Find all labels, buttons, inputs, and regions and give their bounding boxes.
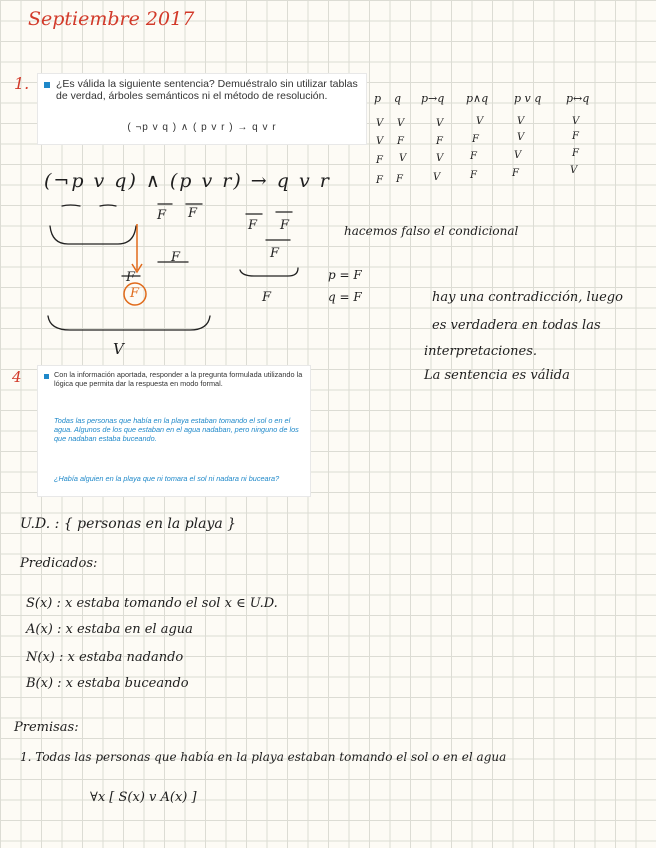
work-mark: F [262,290,272,305]
tt-cell: F [572,148,579,159]
predicate-n: N(x) : x estaba nadando [26,650,184,665]
work-formula: (¬p v q) ∧ (p v r) → q v r [44,170,331,192]
premise-1-formal: ∀x [ S(x) v A(x) ] [90,790,197,805]
tt-cell: F [470,170,477,181]
work-mark: F [270,246,280,261]
tt-cell: V [376,136,384,147]
work-mark: F [248,218,258,233]
tt-cell: V [517,132,525,143]
question-1-formula: ( ¬p v q ) ∧ ( p v r ) → q v r [127,122,277,133]
work-mark-result: V [113,340,124,358]
work-mark: F [157,208,167,223]
tt-cell: V [572,116,580,127]
tt-cell: V [399,153,407,164]
tt-cell: F [472,134,479,145]
question-4-statement: Todas las personas que había en la playa estaban tomando el sol o en el agua. Algunos de los que estaban en el agua nadaban, pero ninguno de los que nadaban estaba buceando. [54,416,299,443]
assign-q: q = F [328,290,362,304]
conclusion-line: interpretaciones. [424,344,538,359]
conclusion-line: es verdadera en todas las [432,318,601,333]
question-1-prompt: ¿Es válida la siguiente sentencia? Demuéstralo sin utilizar tablas de verdad, árboles semánticos ni el método de resolución. [56,78,358,102]
tt-cell: F [396,174,403,185]
tt-cell: F [572,131,579,142]
tt-cell: F [512,168,519,179]
premise-1: 1. Todas las personas que había en la playa estaban tomando el sol o en el agua [20,750,507,764]
question-4-prompt: Con la información aportada, responder a la pregunta formulada utilizando la lógica que permita dar la respuesta en modo formal. [54,370,303,388]
universe-of-discourse: U.D. : { personas en la playa } [20,516,237,532]
tt-cell: F [470,151,477,162]
tt-cell: V [397,118,405,129]
predicate-b: B(x) : x estaba buceando [26,676,189,691]
tt-header-p: p [374,92,382,105]
tt-cell: V [436,153,444,164]
tt-cell: V [517,116,525,127]
tt-cell: V [433,172,441,183]
tt-cell: F [376,155,383,166]
predicate-a: A(x) : x estaba en el agua [26,622,193,637]
work-mark: F [126,270,136,285]
tt-cell: V [570,165,578,176]
question-4-number: 4 [12,368,22,386]
tt-cell: F [376,175,383,186]
work-mark-circled: F [130,286,140,301]
question-4-card [38,366,310,496]
conclusion-line: hay una contradicción, luego [432,290,623,305]
tt-cell: V [376,118,384,129]
conclusion-line: La sentencia es válida [424,368,570,383]
work-mark: F [280,218,290,233]
tt-cell: F [436,136,443,147]
tt-header-iff: p↔q [566,92,590,105]
predicates-title: Predicados: [20,556,98,571]
tt-header-or: p v q [514,92,542,105]
tt-header-and: p∧q [466,92,489,105]
bullet-icon [44,374,49,379]
tt-header-q: q [394,92,402,105]
tt-cell: V [436,118,444,129]
question-1-number: 1. [14,74,30,93]
assign-p: p = F [328,268,362,282]
work-mark: F [188,206,198,221]
premises-title: Premisas: [14,720,79,735]
work-mark: F [171,250,181,265]
page-title: Septiembre 2017 [28,8,195,30]
tt-cell: F [397,136,404,147]
tt-cell: V [476,116,484,127]
note-assume: hacemos falso el condicional [344,224,519,238]
predicate-s: S(x) : x estaba tomando el sol x ∈ U.D. [26,596,278,611]
question-4-question: ¿Había alguien en la playa que ni tomara el sol ni nadara ni buceara? [54,474,280,483]
tt-cell: V [514,150,522,161]
tt-header-implies: p→q [421,92,445,105]
